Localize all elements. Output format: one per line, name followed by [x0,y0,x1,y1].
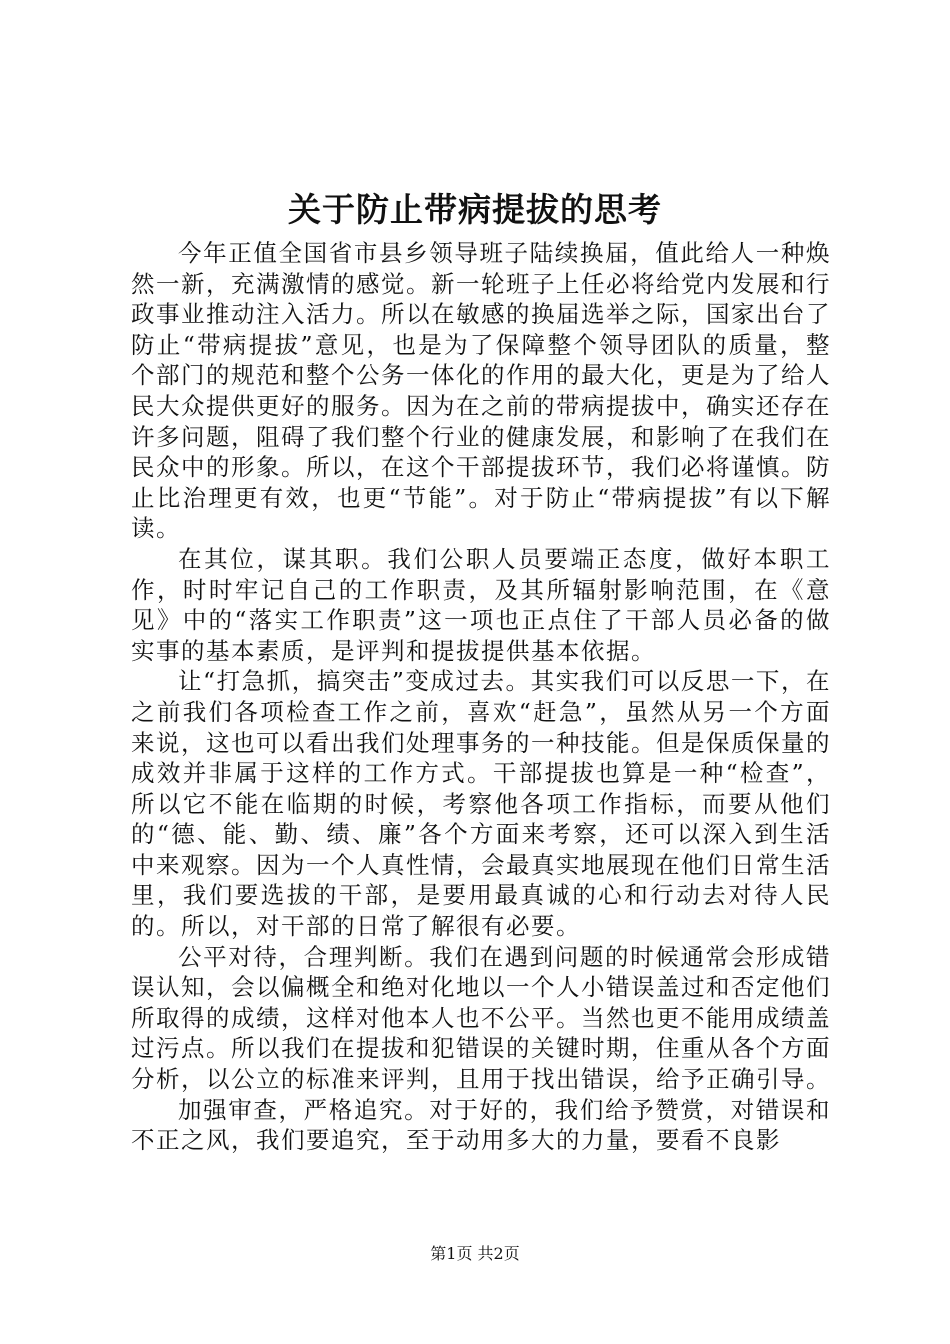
document-title: 关于防止带病提拔的思考 [288,190,662,229]
paragraph-3: 让“打急抓，搞突击”变成过去。其实我们可以反思一下，在之前我们各项检查工作之前，喜欢“赶急”，虽然从另一个方面来说，这也可以看出我们处理事务的一种技能。但是保质保量的成效并非属于这样的工作方式。干部提拔也算是一种“检查”，所以它不能在临期的时候，考察他各项工作指标，而要从他们的“德、能、勤、绩、廉”各个方面来考察，还可以深入到生活中来观察。因为一个人真性情，会最真实地展现在他们日常生活里，我们要选拔的干部，是要用最真诚的心和行动去对待人民的。所以，对干部的日常了解很有必要。 [131,667,831,941]
paragraph-2: 在其位，谋其职。我们公职人员要端正态度，做好本职工作，时时牢记自己的工作职责，及其所辐射影响范围，在《意见》中的“落实工作职责”这一项也正点住了干部人员必备的做实事的基本素质，是评判和提拔提供基本依据。 [131,544,831,665]
paragraph-4: 公平对待，合理判断。我们在遇到问题的时候通常会形成错误认知，会以偏概全和绝对化地以一个人小错误盖过和否定他们所取得的成绩，这样对他本人也不公平。当然也更不能用成绩盖过污点。所以我们在提拔和犯错误的关键时期，住重从各个方面分析，以公立的标准来评判，且用于找出错误，给予正确引导。 [131,942,831,1094]
paragraph-1: 今年正值全国省市县乡领导班子陆续换届，值此给人一种焕然一新，充满激情的感觉。新一轮班子上任必将给党内发展和行政事业推动注入活力。所以在敏感的换届选举之际，国家出台了防止“带病提拔”意见，也是为了保障整个领导团队的质量，整个部门的规范和整个公务一体化的作用的最大化，更是为了给人民大众提供更好的服务。因为在之前的带病提拔中，确实还存在许多问题，阻碍了我们整个行业的健康发展，和影响了在我们在民众中的形象。所以，在这个干部提拔环节，我们必将谨慎。防止比治理更有效，也更“节能”。对于防止“带病提拔”有以下解读。 [131,239,831,543]
paragraph-5: 加强审查，严格追究。对于好的，我们给予赞赏，对错误和不正之风，我们要追究，至于动用多大的力量，要看不良影 [131,1095,831,1155]
document-body [131,238,831,1156]
page-footer: 第1页 共2页 [430,1244,520,1263]
